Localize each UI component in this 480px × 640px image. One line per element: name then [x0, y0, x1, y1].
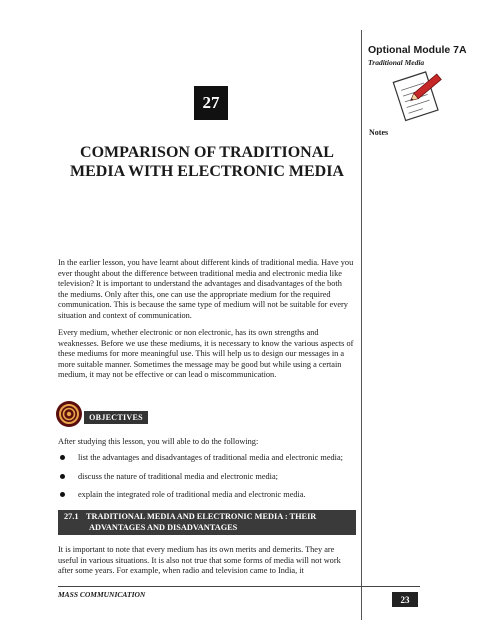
- bullet-icon: [60, 492, 65, 497]
- footer-divider: [58, 586, 420, 587]
- module-title: Optional Module 7A: [368, 44, 467, 56]
- list-item: explain the integrated role of traditional media and electronic media.: [58, 490, 358, 501]
- section-heading: [58, 510, 356, 535]
- intro-paragraph: In the earlier lesson, you have learnt about different kinds of traditional media. Have you ever thought about the difference between traditional media and electronic media like television? It is important to understand the advantages and disadvantages of the both the mediums. Only after this, one can use the appropriate medium for the required communication. This is because the same type of medium will not be suitable for every situation and context of communication.: [58, 258, 354, 320]
- objectives-intro: After studying this lesson, you will able to do the following:: [58, 437, 259, 446]
- notes-label: Notes: [369, 128, 389, 137]
- margin-divider: [361, 30, 362, 620]
- section-title-line1: TRADITIONAL MEDIA AND ELECTRONIC MEDIA : THEIR: [85, 512, 317, 521]
- module-subtitle: Traditional Media: [368, 58, 425, 67]
- footer-course: MASS COMMUNICATION: [58, 590, 146, 599]
- list-item: discuss the nature of traditional media and electronic media;: [58, 472, 358, 483]
- bullet-icon: [60, 474, 65, 479]
- objectives-target-icon: [56, 401, 82, 427]
- page-number: 23: [392, 592, 418, 607]
- bullet-icon: [60, 455, 65, 460]
- strengths-paragraph: Every medium, whether electronic or non electronic, has its own strengths and weaknesses. Before we use these mediums, it is necessary to know the various aspects of these mediums for more meaningful use. This will help us to design our messages in a more suitable manner. Sometimes the message may be good but while using a certain medium, it may not be effective or can lead o miscommunication.: [58, 328, 354, 380]
- list-item: list the advantages and disadvantages of traditional media and electronic media;: [58, 453, 358, 464]
- section-number: 27.1: [64, 512, 79, 521]
- section-title-line2: ADVANTAGES AND DISADVANTAGES: [89, 522, 238, 532]
- objectives-list: [58, 453, 358, 509]
- notepad-with-pencil-icon: [388, 66, 444, 127]
- objectives-label: OBJECTIVES: [84, 411, 148, 424]
- section-paragraph: It is important to note that every medium has its own merits and demerits. They are useful in various situations. It is also not true that some forms of media will not work after some years. For example, when radio and television came to India, it: [58, 545, 341, 576]
- chapter-title: COMPARISON OF TRADITIONAL MEDIA WITH ELECTRONIC MEDIA: [70, 144, 344, 180]
- chapter-number: 27: [194, 86, 228, 120]
